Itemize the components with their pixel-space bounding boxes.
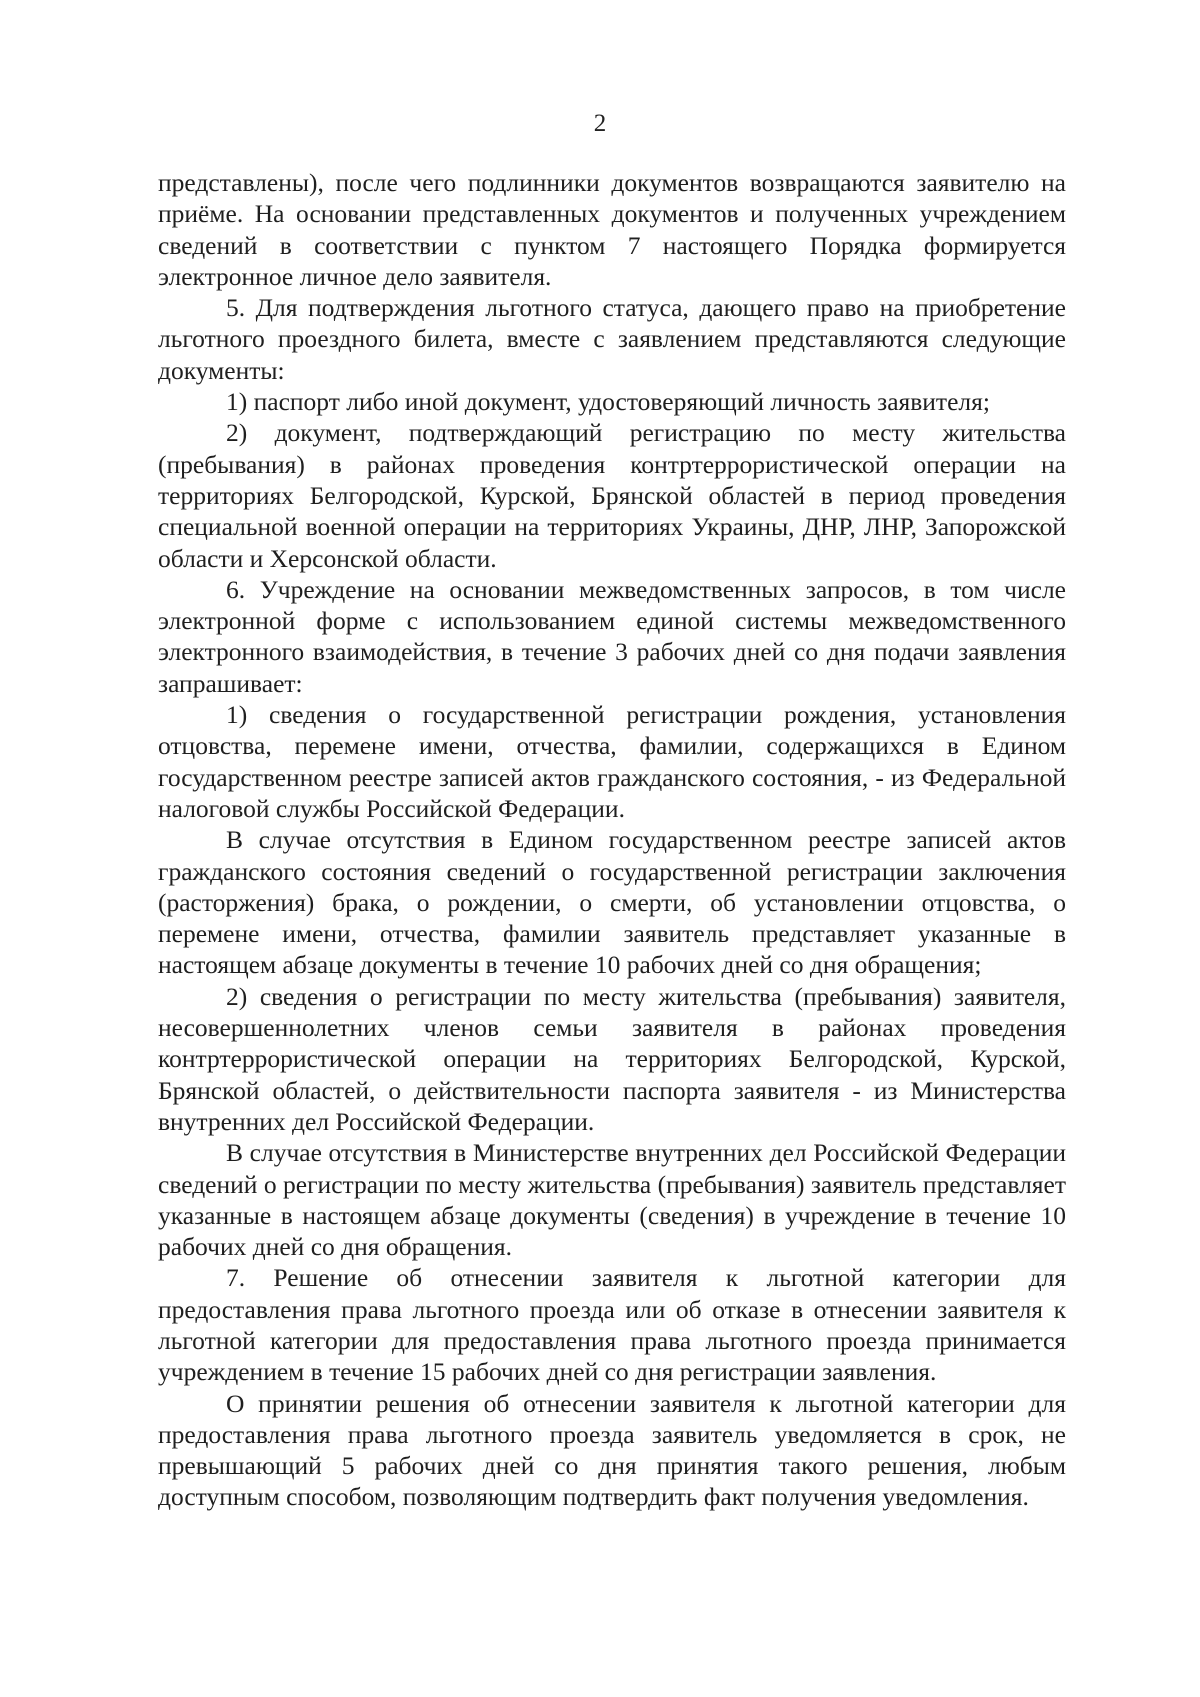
paragraph-item-6-1: 1) сведения о государственной регистрации рождения, установления отцовства, перемене имени, отчества, фамилии, содержащихся в Едином государственном реестре записей актов гражданского состояния, - из Федеральной налоговой службы Российской Федерации. bbox=[158, 700, 1066, 823]
paragraph-item-7-note: О принятии решения об отнесении заявителя к льготной категории для предоставления права льготного проезда заявитель уведомляется в срок, не превышающий 5 рабочих дней со дня принятия такого решения, любым доступным способом, позволяющим подтвердить факт получения уведомления. bbox=[158, 1388, 1066, 1512]
document-body bbox=[158, 167, 1066, 1513]
paragraph-item-6-1-note: В случае отсутствия в Едином государственном реестре записей актов гражданского состояния сведений о государственной регистрации заключения (расторжения) брака, о рождении, о смерти, об установлении отцовства, о перемене имени, отчества, фамилии заявитель представляет указанные в настоящем абзаце документы в течение 10 рабочих дней со дня обращения; bbox=[158, 825, 1066, 980]
page-number: 2 bbox=[593, 110, 607, 137]
paragraph-item-6-2-note: В случае отсутствия в Министерстве внутренних дел Российской Федерации сведений о регистрации по месту жительства (пребывания) заявитель представляет указанные в настоящем абзаце документы (сведения) в учреждение в течение 10 рабочих дней со дня обращения. bbox=[158, 1138, 1066, 1262]
paragraph-item-7: 7. Решение об отнесении заявителя к льготной категории для предоставления права льготного проезда или об отказе в отнесении заявителя к льготной категории для предоставления права льготного проезда принимается учреждением в течение 15 рабочих дней со дня регистрации заявления. bbox=[158, 1263, 1066, 1387]
paragraph-item-5-1: 1) паспорт либо иной документ, удостоверяющий личность заявителя; bbox=[226, 387, 990, 417]
paragraph-item-5-2: 2) документ, подтверждающий регистрацию по месту жительства (пребывания) в районах проведения контртеррористической операции на территориях Белгородской, Курской, Брянской областей в период проведения специальной военной операции на территориях Украины, ДНР, ЛНР, Запорожской области и Херсонской области. bbox=[158, 418, 1066, 573]
paragraph-item-5: 5. Для подтверждения льготного статуса, дающего право на приобретение льготного проездного билета, вместе с заявлением представляются следующие документы: bbox=[158, 293, 1066, 385]
paragraph-continuation: представлены), после чего подлинники документов возвращаются заявителю на приёме. На основании представленных документов и полученных учреждением сведений в соответствии с пунктом 7 настоящего Порядка формируется электронное личное дело заявителя. bbox=[158, 168, 1066, 291]
paragraph-item-6: 6. Учреждение на основании межведомственных запросов, в том числе электронной форме с использованием единой системы межведомственного электронного взаимодействия, в течение 3 рабочих дней со дня подачи заявления запрашивает: bbox=[158, 574, 1066, 698]
paragraph-item-6-2: 2) сведения о регистрации по месту жительства (пребывания) заявителя, несовершеннолетних членов семьи заявителя в районах проведения контртеррористической операции на территориях Белгородской, Курской, Брянской областей, о действительности паспорта заявителя - из Министерства внутренних дел Российской Федерации. bbox=[158, 981, 1066, 1136]
